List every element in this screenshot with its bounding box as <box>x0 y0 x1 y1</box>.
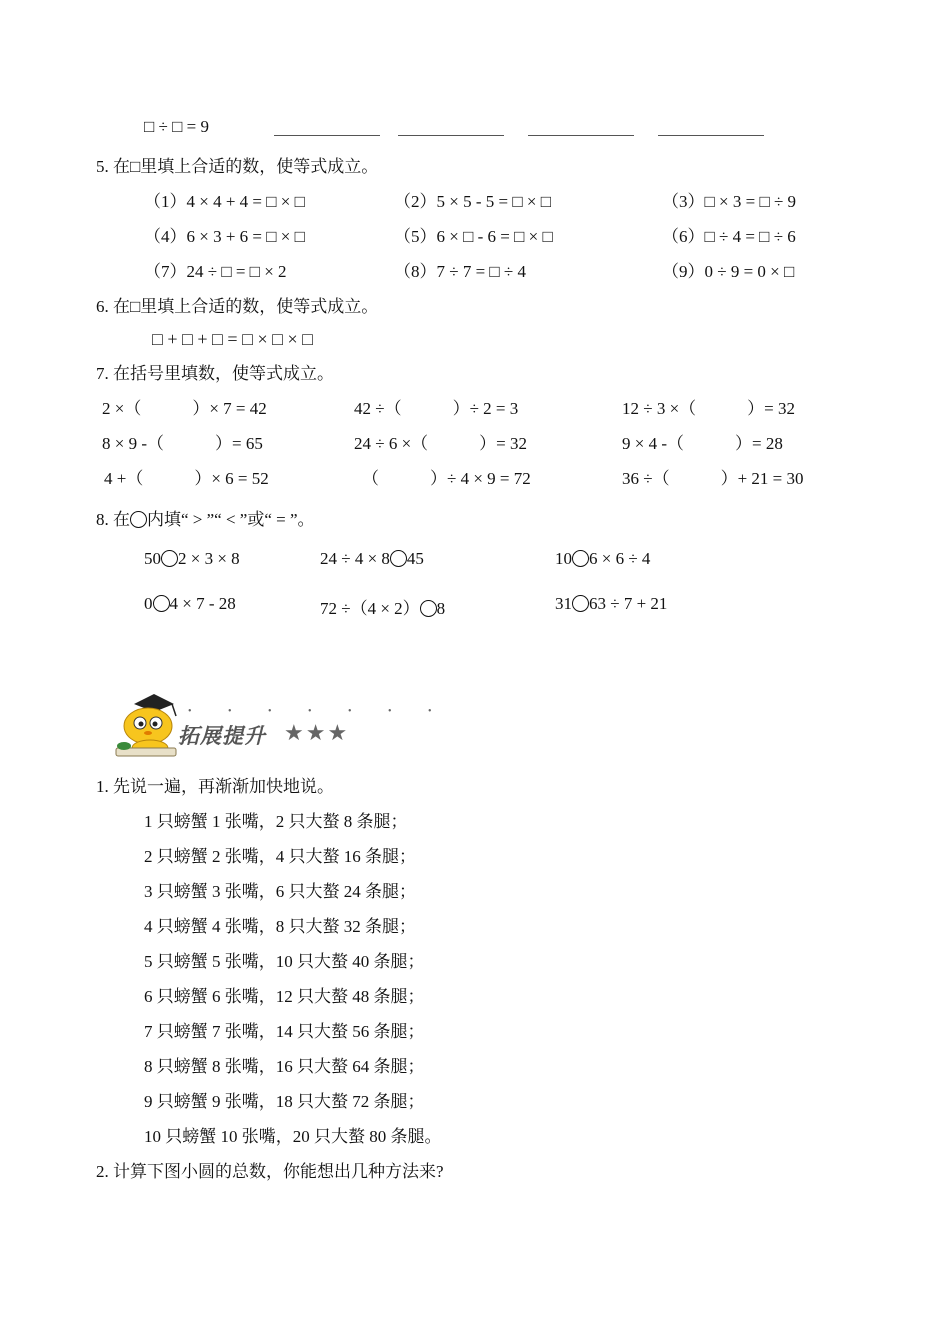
question-7-title: 7. 在括号里填数，使等式成立。 <box>96 364 334 383</box>
chant-line: 4 只螃蟹 4 张嘴，8 只大螯 32 条腿； <box>144 917 416 936</box>
q5-item: （3）□ × 3 = □ ÷ 9 <box>662 192 797 211</box>
circle-icon <box>130 511 147 528</box>
q8-right: 2 × 3 × 8 <box>178 549 240 568</box>
q8-item <box>555 549 650 569</box>
q7-item: 8 × 9 -（ ）= 65 <box>102 434 263 453</box>
compare-circle[interactable] <box>161 550 178 567</box>
q8-item <box>144 594 236 614</box>
q8-right: 63 ÷ 7 + 21 <box>589 594 668 613</box>
banner-dots: • • • • • • • <box>188 706 449 717</box>
q7-item: 12 ÷ 3 ×（ ）= 32 <box>622 399 796 418</box>
extension-banner <box>110 690 449 760</box>
q8-left: 10 <box>555 549 572 568</box>
extension-1-title: 1. 先说一遍，再渐渐加快地说。 <box>96 777 334 796</box>
q5-item: （7）24 ÷ □ = □ × 2 <box>144 262 287 281</box>
q7-item: （ ）÷ 4 × 9 = 72 <box>362 469 531 488</box>
q8-left: 24 ÷ 4 × 8 <box>320 549 390 568</box>
q8-item <box>320 594 445 619</box>
compare-circle[interactable] <box>390 550 407 567</box>
q8-right: 45 <box>406 549 424 568</box>
chant-line: 2 只螃蟹 2 张嘴，4 只大螯 16 条腿； <box>144 847 416 866</box>
q7-item: 2 ×（ ）× 7 = 42 <box>102 399 267 418</box>
q8-title-suffix: 内填“ > ”“ < ”或“ = ”。 <box>147 510 315 529</box>
q5-item: （2）5 × 5 - 5 = □ × □ <box>394 192 551 211</box>
chant-line: 8 只螃蟹 8 张嘴，16 只大螯 64 条腿； <box>144 1057 425 1076</box>
q5-item: （6）□ ÷ 4 = □ ÷ 6 <box>662 227 796 246</box>
q7-item: 36 ÷（ ）+ 21 = 30 <box>622 469 804 488</box>
q8-left: 72 ÷（4 × 2） <box>320 599 420 618</box>
banner-title: 拓展提升 <box>178 724 266 748</box>
answer-blank[interactable] <box>398 121 504 136</box>
q8-item <box>144 549 240 569</box>
answer-blank[interactable] <box>658 121 764 136</box>
answer-blank[interactable] <box>274 121 380 136</box>
q8-item <box>555 594 667 614</box>
q7-item: 24 ÷ 6 ×（ ）= 32 <box>354 434 528 453</box>
q8-right: 4 × 7 - 28 <box>169 594 236 613</box>
q8-title-prefix: 8. 在 <box>96 510 130 529</box>
chant-line: 9 只螃蟹 9 张嘴，18 只大螯 72 条腿； <box>144 1092 425 1111</box>
q6-equation: □ + □ + □ = □ × □ × □ <box>152 329 313 349</box>
question-5-title: 5. 在□里填上合适的数，使等式成立。 <box>96 157 379 176</box>
chant-line: 1 只螃蟹 1 张嘴，2 只大螯 8 条腿； <box>144 812 408 831</box>
answer-blank[interactable] <box>528 121 634 136</box>
q5-item: （9）0 ÷ 9 = 0 × □ <box>662 262 795 281</box>
top-equation: □ ÷ □ = 9 <box>144 117 209 136</box>
scholar-mascot-icon <box>110 690 182 760</box>
q7-item: 9 × 4 -（ ）= 28 <box>622 434 783 453</box>
q5-item: （5）6 × □ - 6 = □ × □ <box>394 227 553 246</box>
chant-line: 5 只螃蟹 5 张嘴，10 只大螯 40 条腿； <box>144 952 425 971</box>
q7-item: 4 +（ ）× 6 = 52 <box>104 469 269 488</box>
compare-circle[interactable] <box>572 550 589 567</box>
q8-left: 0 <box>144 594 153 613</box>
question-6-title: 6. 在□里填上合适的数，使等式成立。 <box>96 297 379 316</box>
q5-item: （4）6 × 3 + 6 = □ × □ <box>144 227 305 246</box>
q8-item <box>320 549 424 569</box>
question-8-title <box>96 505 315 530</box>
q5-item: （8）7 ÷ 7 = □ ÷ 4 <box>394 262 527 281</box>
chant-line: 7 只螃蟹 7 张嘴，14 只大螯 56 条腿； <box>144 1022 425 1041</box>
chant-line: 6 只螃蟹 6 张嘴，12 只大螯 48 条腿； <box>144 987 425 1006</box>
compare-circle[interactable] <box>572 595 589 612</box>
q8-right: 8 <box>436 599 446 618</box>
star-rating: ★★★ <box>284 720 350 745</box>
chant-line: 10 只螃蟹 10 张嘴，20 只大螯 80 条腿。 <box>144 1127 442 1146</box>
extension-2-title: 2. 计算下图小圆的总数，你能想出几种方法来? <box>96 1162 444 1181</box>
chant-line: 3 只螃蟹 3 张嘴，6 只大螯 24 条腿； <box>144 882 416 901</box>
q8-left: 31 <box>555 594 572 613</box>
q5-item: （1）4 × 4 + 4 = □ × □ <box>144 192 305 211</box>
q8-right: 6 × 6 ÷ 4 <box>589 549 651 568</box>
q7-item: 42 ÷（ ）÷ 2 = 3 <box>354 399 519 418</box>
compare-circle[interactable] <box>420 600 437 617</box>
q8-left: 50 <box>144 549 161 568</box>
compare-circle[interactable] <box>153 595 170 612</box>
